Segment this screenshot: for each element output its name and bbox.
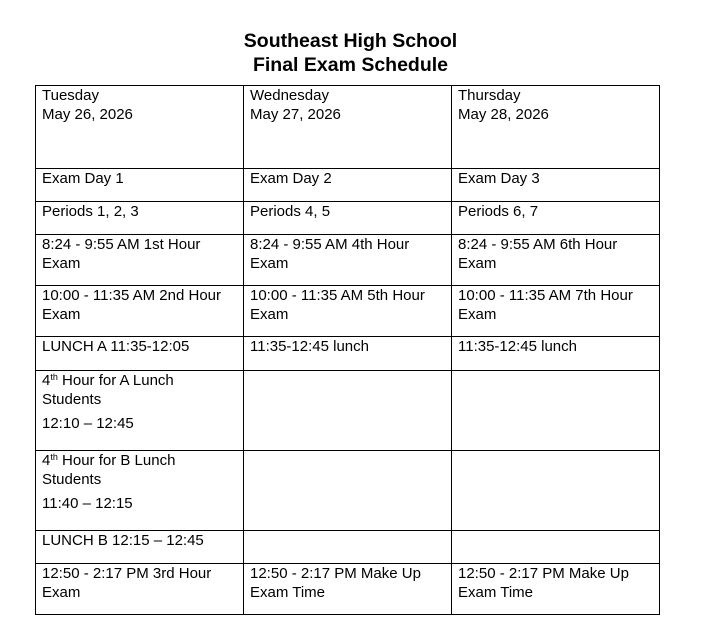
ordinal-number: 4 <box>42 452 51 469</box>
date-label: May 26, 2026 <box>42 106 133 123</box>
header-row <box>36 86 660 169</box>
exam-day-cell: Exam Day 1 <box>36 169 244 202</box>
afternoon-block-row <box>36 564 660 615</box>
second-block-row <box>36 286 660 337</box>
fourth-hour-b-lunch-row <box>36 451 660 531</box>
exam-day-row <box>36 169 660 202</box>
header-cell-tuesday <box>36 86 244 169</box>
afternoon-block-cell: 12:50 - 2:17 PM Make Up Exam Time <box>452 564 660 615</box>
afternoon-block-cell: 12:50 - 2:17 PM Make Up Exam Time <box>244 564 452 615</box>
weekday-label: Wednesday <box>250 87 329 104</box>
exam-block-cell: 10:00 - 11:35 AM 5th Hour Exam <box>244 286 452 337</box>
empty-cell <box>452 371 660 451</box>
date-label: May 27, 2026 <box>250 106 341 123</box>
periods-cell: Periods 6, 7 <box>452 202 660 235</box>
weekday-label: Tuesday <box>42 87 99 104</box>
ordinal-suffix: th <box>50 452 58 462</box>
schedule-title: Final Exam Schedule <box>252 54 449 76</box>
lunch-b-cell: LUNCH B 12:15 – 12:45 <box>36 531 244 564</box>
empty-cell <box>244 451 452 531</box>
periods-cell: Periods 1, 2, 3 <box>36 202 244 235</box>
lunch-cell: 11:35-12:45 lunch <box>452 337 660 371</box>
session-time: 12:10 – 12:45 <box>42 415 134 432</box>
session-label: Hour for A Lunch Students <box>42 372 174 408</box>
lunch-cell: LUNCH A 11:35-12:05 <box>36 337 244 371</box>
ordinal-number: 4 <box>42 372 51 389</box>
fourth-hour-a-cell <box>36 371 244 451</box>
document-title <box>0 29 701 77</box>
exam-block-cell: 10:00 - 11:35 AM 7th Hour Exam <box>452 286 660 337</box>
date-label: May 28, 2026 <box>458 106 549 123</box>
exam-day-cell: Exam Day 3 <box>452 169 660 202</box>
exam-block-cell: 8:24 - 9:55 AM 4th Hour Exam <box>244 235 452 286</box>
exam-block-cell: 10:00 - 11:35 AM 2nd Hour Exam <box>36 286 244 337</box>
session-time: 11:40 – 12:15 <box>42 495 133 512</box>
ordinal-suffix: th <box>50 372 58 382</box>
weekday-label: Thursday <box>458 87 521 104</box>
exam-block-cell: 8:24 - 9:55 AM 1st Hour Exam <box>36 235 244 286</box>
header-cell-wednesday <box>244 86 452 169</box>
exam-schedule-table <box>35 85 660 615</box>
exam-block-cell: 8:24 - 9:55 AM 6th Hour Exam <box>452 235 660 286</box>
lunch-cell: 11:35-12:45 lunch <box>244 337 452 371</box>
empty-cell <box>244 371 452 451</box>
fourth-hour-a-lunch-row <box>36 371 660 451</box>
empty-cell <box>244 531 452 564</box>
exam-day-cell: Exam Day 2 <box>244 169 452 202</box>
empty-cell <box>452 531 660 564</box>
periods-cell: Periods 4, 5 <box>244 202 452 235</box>
afternoon-block-cell: 12:50 - 2:17 PM 3rd Hour Exam <box>36 564 244 615</box>
school-name: Southeast High School <box>243 30 458 52</box>
empty-cell <box>452 451 660 531</box>
first-block-row <box>36 235 660 286</box>
lunch-b-row <box>36 531 660 564</box>
fourth-hour-b-cell <box>36 451 244 531</box>
header-cell-thursday <box>452 86 660 169</box>
lunch-row <box>36 337 660 371</box>
periods-row <box>36 202 660 235</box>
session-label: Hour for B Lunch Students <box>42 452 176 488</box>
